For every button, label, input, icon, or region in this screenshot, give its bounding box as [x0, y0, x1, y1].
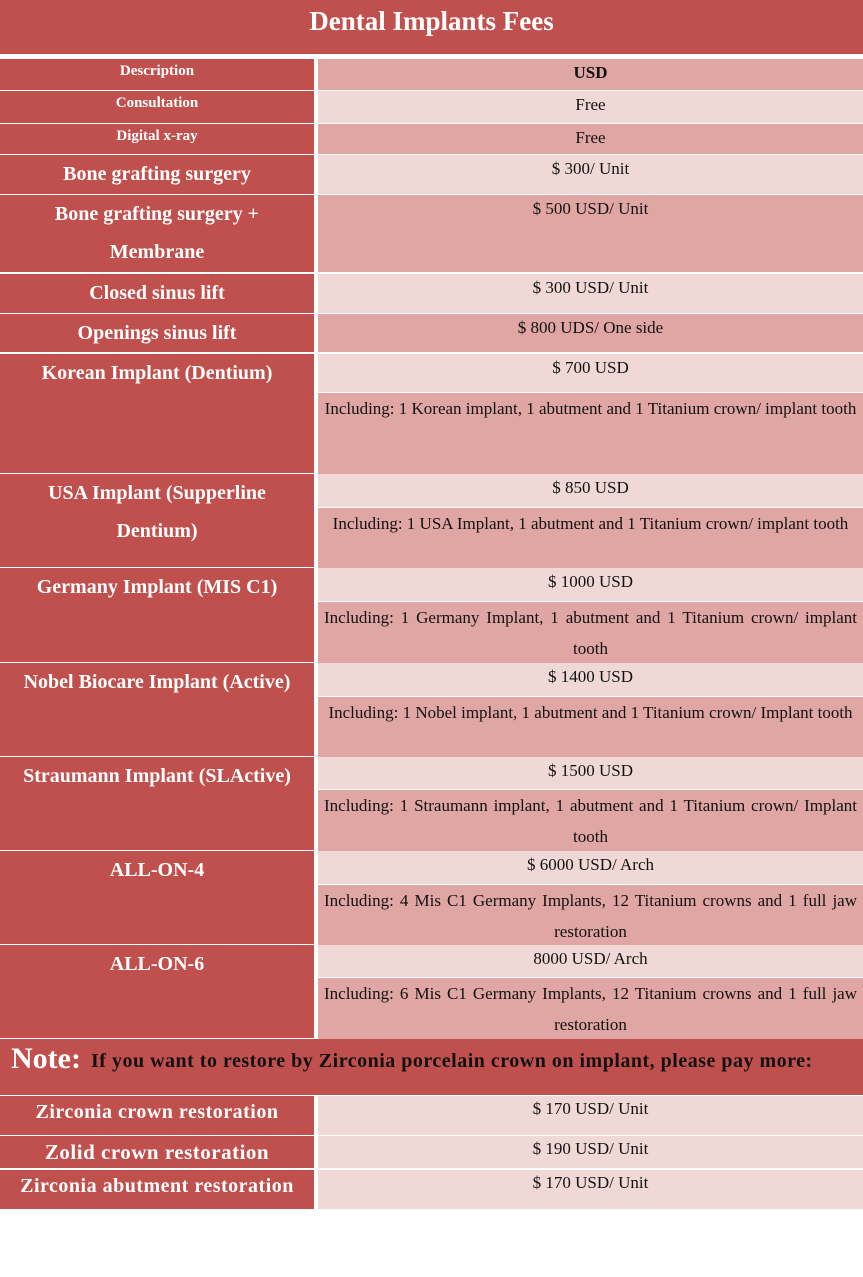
extras-price: $ 170 USD/ Unit [318, 1170, 863, 1209]
price-value: $ 850 USD [318, 474, 863, 507]
price-value: Free [318, 124, 863, 154]
price-value: $ 500 USD/ Unit [318, 195, 863, 272]
price-cell [318, 314, 863, 352]
price-value: $ 1400 USD [318, 663, 863, 696]
price-value: $ 1000 USD [318, 568, 863, 601]
table-row [0, 568, 863, 662]
price-cell [318, 568, 863, 662]
table-row [0, 195, 863, 272]
service-label: Bone grafting surgery [0, 155, 314, 194]
currency-header: USD [318, 59, 863, 90]
price-value: $ 700 USD [318, 354, 863, 392]
table-row [0, 274, 863, 313]
service-label: USA Implant (Supperline Dentium) [0, 474, 314, 567]
service-label: Closed sinus lift [0, 274, 314, 313]
service-label: Korean Implant (Dentium) [0, 354, 314, 473]
extras-label: Zirconia crown restoration [0, 1096, 314, 1135]
extras-price: $ 170 USD/ Unit [318, 1096, 863, 1135]
service-label: Consultation [0, 91, 314, 123]
table-header-row [0, 59, 863, 90]
service-label: ALL-ON-4 [0, 851, 314, 944]
table-row [0, 91, 863, 123]
price-details: Including: 1 Straumann implant, 1 abutment and 1 Titanium crown/ Implant tooth [318, 790, 863, 851]
table-row [0, 945, 863, 1038]
table-row [0, 354, 863, 473]
price-cell [318, 195, 863, 272]
price-value: $ 1500 USD [318, 757, 863, 789]
note-label: Note: [11, 1042, 81, 1075]
note-text: If you want to restore by Zirconia porcelain crown on implant, please pay more: [91, 1050, 813, 1072]
extras-row [0, 1096, 863, 1135]
price-cell [318, 59, 863, 90]
service-label: Bone grafting surgery + Membrane [0, 195, 314, 272]
table-row [0, 124, 863, 154]
table-row [0, 314, 863, 352]
page-title: Dental Implants Fees [0, 0, 863, 54]
price-cell [318, 354, 863, 473]
price-cell [318, 757, 863, 850]
price-details: Including: 4 Mis C1 Germany Implants, 12 Titanium crowns and 1 full jaw restoration [318, 885, 863, 945]
price-details: Including: 1 Korean implant, 1 abutment and 1 Titanium crown/ implant tooth [318, 393, 863, 474]
extras-label: Zirconia abutment restoration [0, 1170, 314, 1209]
table-row [0, 757, 863, 850]
price-cell [318, 945, 863, 1038]
price-cell [318, 851, 863, 944]
extras-row [0, 1136, 863, 1168]
table-row [0, 155, 863, 194]
service-label: Straumann Implant (SLActive) [0, 757, 314, 850]
table-row [0, 663, 863, 756]
description-header: Description [0, 59, 314, 90]
price-cell [318, 91, 863, 123]
price-details: Including: 1 USA Implant, 1 abutment and 1 Titanium crown/ implant tooth [318, 508, 863, 568]
table-row [0, 851, 863, 944]
price-details: Including: 6 Mis C1 Germany Implants, 12 Titanium crowns and 1 full jaw restoration [318, 978, 863, 1039]
price-value: $ 6000 USD/ Arch [318, 851, 863, 884]
service-label: ALL-ON-6 [0, 945, 314, 1038]
table-row [0, 474, 863, 567]
price-value: 8000 USD/ Arch [318, 945, 863, 977]
price-cell [318, 124, 863, 154]
extras-label: Zolid crown restoration [0, 1136, 314, 1168]
price-value: $ 300/ Unit [318, 155, 863, 194]
extras-price: $ 190 USD/ Unit [318, 1136, 863, 1168]
service-label: Germany Implant (MIS C1) [0, 568, 314, 662]
price-value: Free [318, 91, 863, 123]
price-cell [318, 274, 863, 313]
price-value: $ 800 UDS/ One side [318, 314, 863, 352]
price-details: Including: 1 Nobel implant, 1 abutment and 1 Titanium crown/ Implant tooth [318, 697, 863, 757]
price-details: Including: 1 Germany Implant, 1 abutment and 1 Titanium crown/ implant tooth [318, 602, 863, 663]
service-label: Openings sinus lift [0, 314, 314, 352]
service-label: Nobel Biocare Implant (Active) [0, 663, 314, 756]
extras-row [0, 1170, 863, 1209]
price-cell [318, 474, 863, 567]
price-cell [318, 155, 863, 194]
service-label: Digital x-ray [0, 124, 314, 154]
price-cell [318, 663, 863, 756]
note-banner [0, 1039, 863, 1095]
price-value: $ 300 USD/ Unit [318, 274, 863, 313]
